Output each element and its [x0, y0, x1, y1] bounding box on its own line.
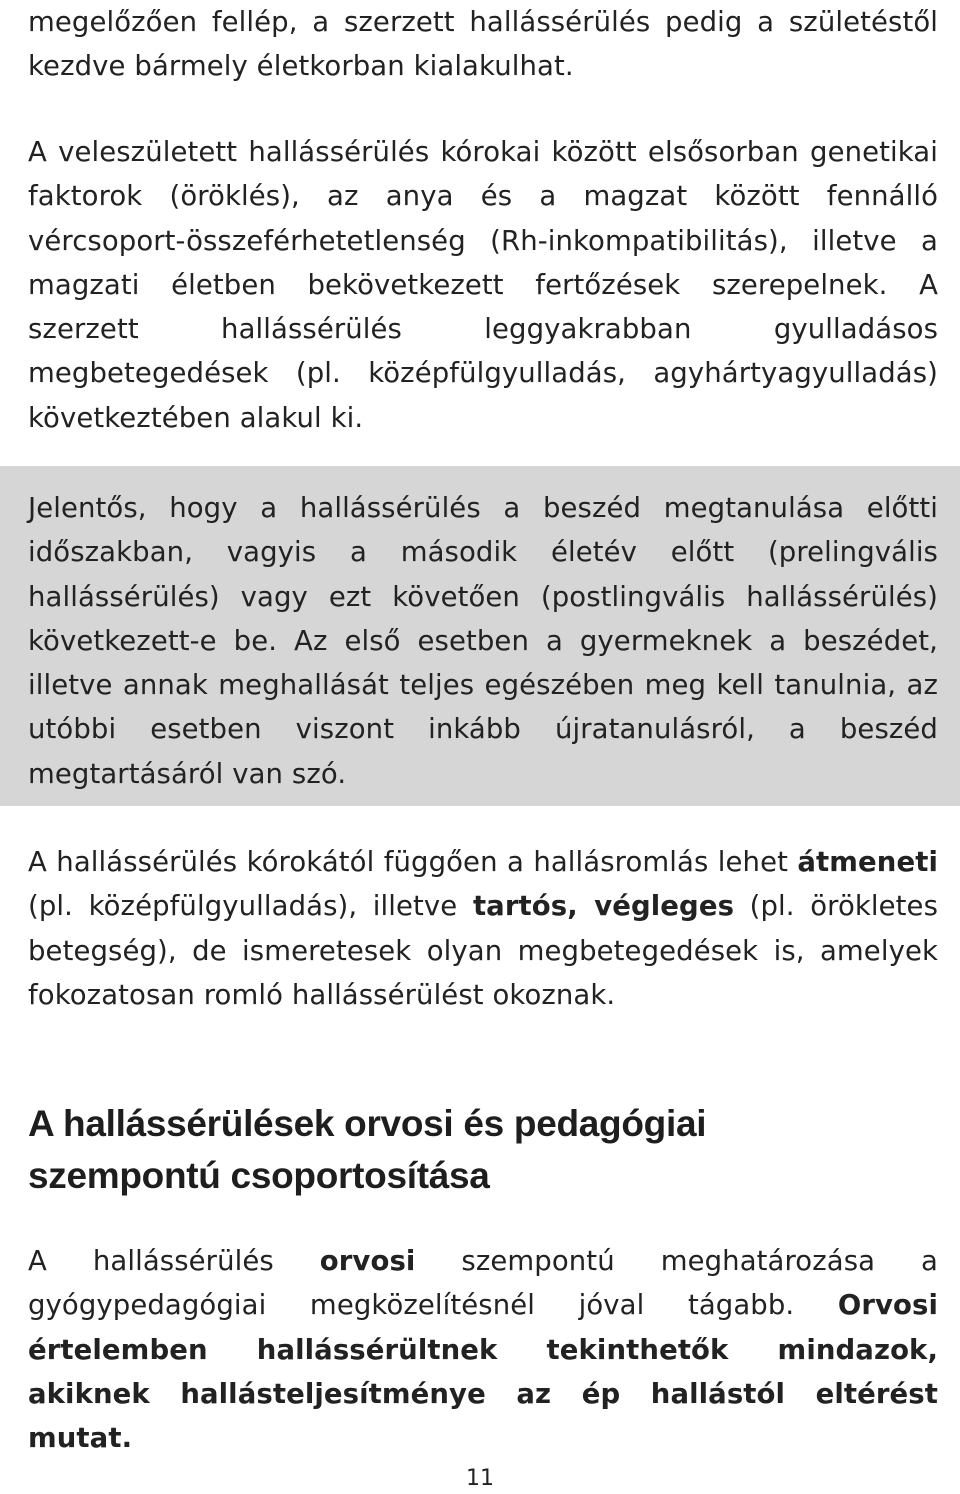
paragraph-4-part-2: szempontú meghatározása a gyógypedagógiai megközelítésnél jóval tágabb.	[28, 1245, 938, 1322]
section-heading-line-2: szempontú csoportosítása	[28, 1155, 490, 1196]
paragraph-etiology	[28, 130, 938, 440]
page-number: 11	[466, 1466, 494, 1491]
paragraph-1-text: megelőzően fellép, a szerzett hallássérülés pedig a születéstől kezdve bármely életkorban kialakulhat.	[28, 6, 938, 83]
term-permanent: tartós, végleges	[472, 890, 735, 923]
paragraph-duration	[28, 840, 938, 1017]
paragraph-continuation	[28, 0, 938, 89]
section-heading	[28, 1098, 938, 1202]
paragraph-4-part-1: A hallássérülés	[28, 1245, 320, 1277]
term-transient: átmeneti	[797, 846, 938, 878]
section-heading-line-1: A hallássérülések orvosi és pedagógiai	[28, 1103, 707, 1144]
highlight-box-text	[28, 486, 938, 796]
paragraph-2-text: A veleszületett hallássérülés kórokai között elsősorban genetikai faktorok (öröklés), az anya és a magzat között fennálló vércsoport-összeférhetetlenség (Rh-inkompatibilitás), illetve a magzati életben bekövetkezett fertőzések szerepelnek. A szerzett hallássérülés leggyakrabban gyulladásos megbetegedések (pl. középfülgyulladás, agyhártyagyulladás) következtében alakul ki.	[28, 136, 938, 434]
highlight-text: Jelentős, hogy a hallássérülés a beszéd megtanulása előtti időszakban, vagyis a második életév előtt (prelingvális hallássérülés) vagy ezt követően (postlingvális hallássérülés) következett-e be. Az első esetben a gyermeknek a beszédet, illetve annak meghallását teljes egészében meg kell tanulnia, az utóbbi esetben viszont inkább újratanulásról, a beszéd megtartásáról van szó.	[28, 492, 938, 790]
term-medical: orvosi	[319, 1245, 416, 1277]
paragraph-3-part-1: A hallássérülés kórokától függően a hallásromlás lehet	[28, 846, 798, 878]
paragraph-3-part-3: (pl. örökletes betegség), de ismeretesek olyan megbetegedések is, amelyek fokozatosan romló hallássérülést okoznak.	[28, 890, 938, 1011]
paragraph-3-part-2: (pl. középfülgyulladás), illetve	[28, 890, 473, 923]
paragraph-medical-definition	[28, 1239, 938, 1460]
medical-definition-bold: Orvosi értelemben hallássérültnek tekinthetők mindazok, akiknek hallásteljesítménye az ép hallástól eltérést mutat.	[28, 1289, 938, 1455]
